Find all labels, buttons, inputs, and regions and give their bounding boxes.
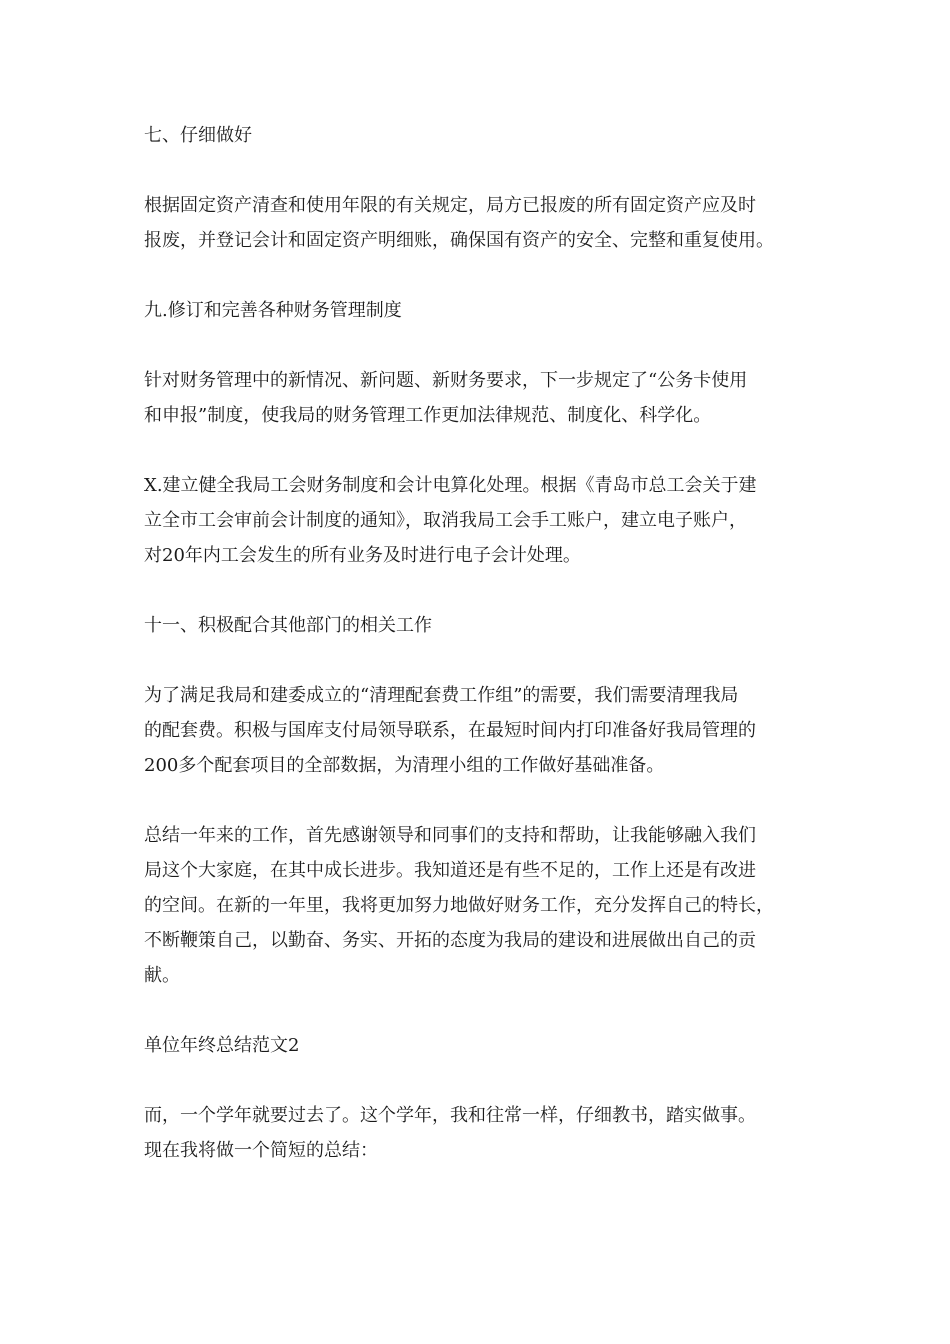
section-heading [144,608,824,643]
section-heading [144,1028,824,1063]
body-paragraph [144,818,824,993]
text-line: 根据固定资产清查和使用年限的有关规定，局方已报废的所有固定资产应及时 [144,195,756,216]
text-line: 献。 [144,965,180,986]
text-line: 十一、积极配合其他部门的相关工作 [144,615,432,636]
text-line: 总结一年来的工作，首先感谢领导和同事们的支持和帮助，让我能够融入我们 [144,825,756,846]
text-line: 和申报”制度，使我局的财务管理工作更加法律规范、制度化、科学化。 [144,405,712,426]
section-heading [144,293,824,328]
body-paragraph [144,188,824,258]
text-line: 而，一个学年就要过去了。这个学年，我和往常一样，仔细教书，踏实做事。 [144,1105,756,1126]
section-heading [144,118,824,153]
document-page [144,118,824,1203]
text-line: 九.修订和完善各种财务管理制度 [144,300,402,321]
text-line: 七、仔细做好 [144,125,252,146]
body-paragraph [144,363,824,433]
body-paragraph [144,468,824,573]
text-line: 的配套费。积极与国库支付局领导联系，在最短时间内打印准备好我局管理的 [144,720,756,741]
text-line: 不断鞭策自己，以勤奋、务实、开拓的态度为我局的建设和进展做出自己的贡 [144,930,756,951]
text-line: 现在我将做一个简短的总结： [144,1140,378,1161]
text-line: 为了满足我局和建委成立的“清理配套费工作组”的需要，我们需要清理我局 [144,685,739,706]
text-line: 立全市工会审前会计制度的通知》，取消我局工会手工账户，建立电子账户， [144,510,747,531]
text-line: 针对财务管理中的新情况、新问题、新财务要求，下一步规定了“公务卡使用 [144,370,748,391]
body-paragraph [144,678,824,783]
text-line: 的空间。在新的一年里，我将更加努力地做好财务工作，充分发挥自己的特长， [144,895,774,916]
text-line: 报废，并登记会计和固定资产明细账，确保国有资产的安全、完整和重复使用。 [144,230,774,251]
text-line: X.建立健全我局工会财务制度和会计电算化处理。根据《青岛市总工会关于建 [144,475,757,496]
text-line: 局这个大家庭，在其中成长进步。我知道还是有些不足的，工作上还是有改进 [144,860,756,881]
text-line: 单位年终总结范文2 [144,1035,300,1056]
body-paragraph [144,1098,824,1168]
text-line: 200多个配套项目的全部数据，为清理小组的工作做好基础准备。 [144,755,665,776]
text-line: 对20年内工会发生的所有业务及时进行电子会计处理。 [144,545,581,566]
